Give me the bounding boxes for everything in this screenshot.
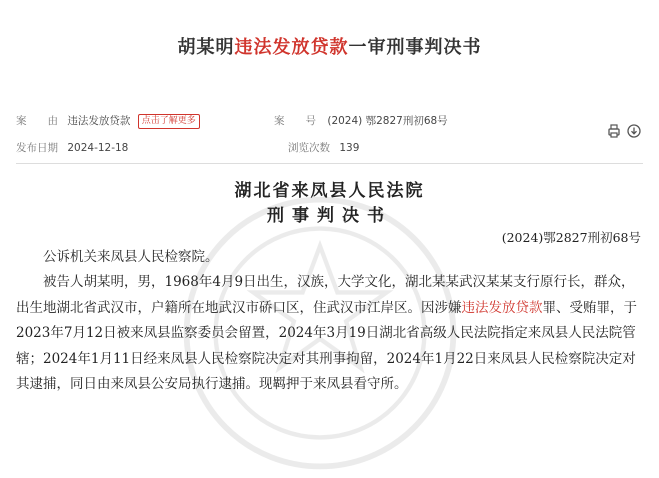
meta-publish-date xyxy=(16,140,128,155)
title-highlight[interactable]: 违法发放贷款 xyxy=(234,37,349,58)
meta-case-reason xyxy=(16,113,200,129)
case-no-label: 案 号 xyxy=(274,115,316,127)
paragraph-prosecutor: 公诉机关来凤县人民检察院。 xyxy=(43,249,219,265)
case-reason-value: 违法发放贷款 xyxy=(67,115,131,127)
court-name: 湖北省来凤县人民法院 xyxy=(234,181,425,201)
meta-divider xyxy=(16,163,643,164)
title-suffix: 一审刑事判决书 xyxy=(348,37,482,58)
title-name: 胡某明 xyxy=(177,37,235,58)
views-label: 浏览次数 xyxy=(288,142,330,154)
page-title xyxy=(0,33,659,59)
paragraph-defendant xyxy=(16,270,646,398)
download-icon[interactable] xyxy=(627,123,641,137)
case-no-value: (2024) 鄂2827刑初68号 xyxy=(327,115,448,127)
charge-highlight-link[interactable]: 违法发放贷款 xyxy=(461,299,543,316)
defendant-text-a: 被告人胡某明，男，1968年4月9日出生，汉族，大学文化，湖北某某武汉某某支行原行长，群众，出生地湖北省武汉市，户籍所在地武汉市硚口区，住武汉市江岸区。因涉嫌 xyxy=(16,274,635,316)
learn-more-badge[interactable]: 点击了解更多 xyxy=(138,114,200,129)
document-type: 刑事判决书 xyxy=(267,206,392,226)
publish-date-value: 2024-12-18 xyxy=(67,142,129,154)
document-case-number: (2024)鄂2827刑初68号 xyxy=(501,230,641,245)
meta-views xyxy=(288,140,359,155)
publish-date-label: 发布日期 xyxy=(16,142,58,154)
meta-case-no xyxy=(274,113,448,128)
toolbar-icons xyxy=(607,123,641,137)
defendant-text-b: 罪、受贿罪，于2023年7月12日被来凤县监察委员会留置，2024年3月19日湖北省高级人民法院指定来凤县人民法院管辖；2024年1月11日经来凤县人民检察院决定对其刑事拘留，2024年1月22日来凤县人民检察院决定对其逮捕，同日由来凤县公安局执行逮捕。现羁押于来凤县看守所。 xyxy=(16,299,637,392)
case-reason-label: 案 由 xyxy=(16,115,58,127)
print-icon[interactable] xyxy=(607,123,621,137)
views-value: 139 xyxy=(339,142,360,154)
